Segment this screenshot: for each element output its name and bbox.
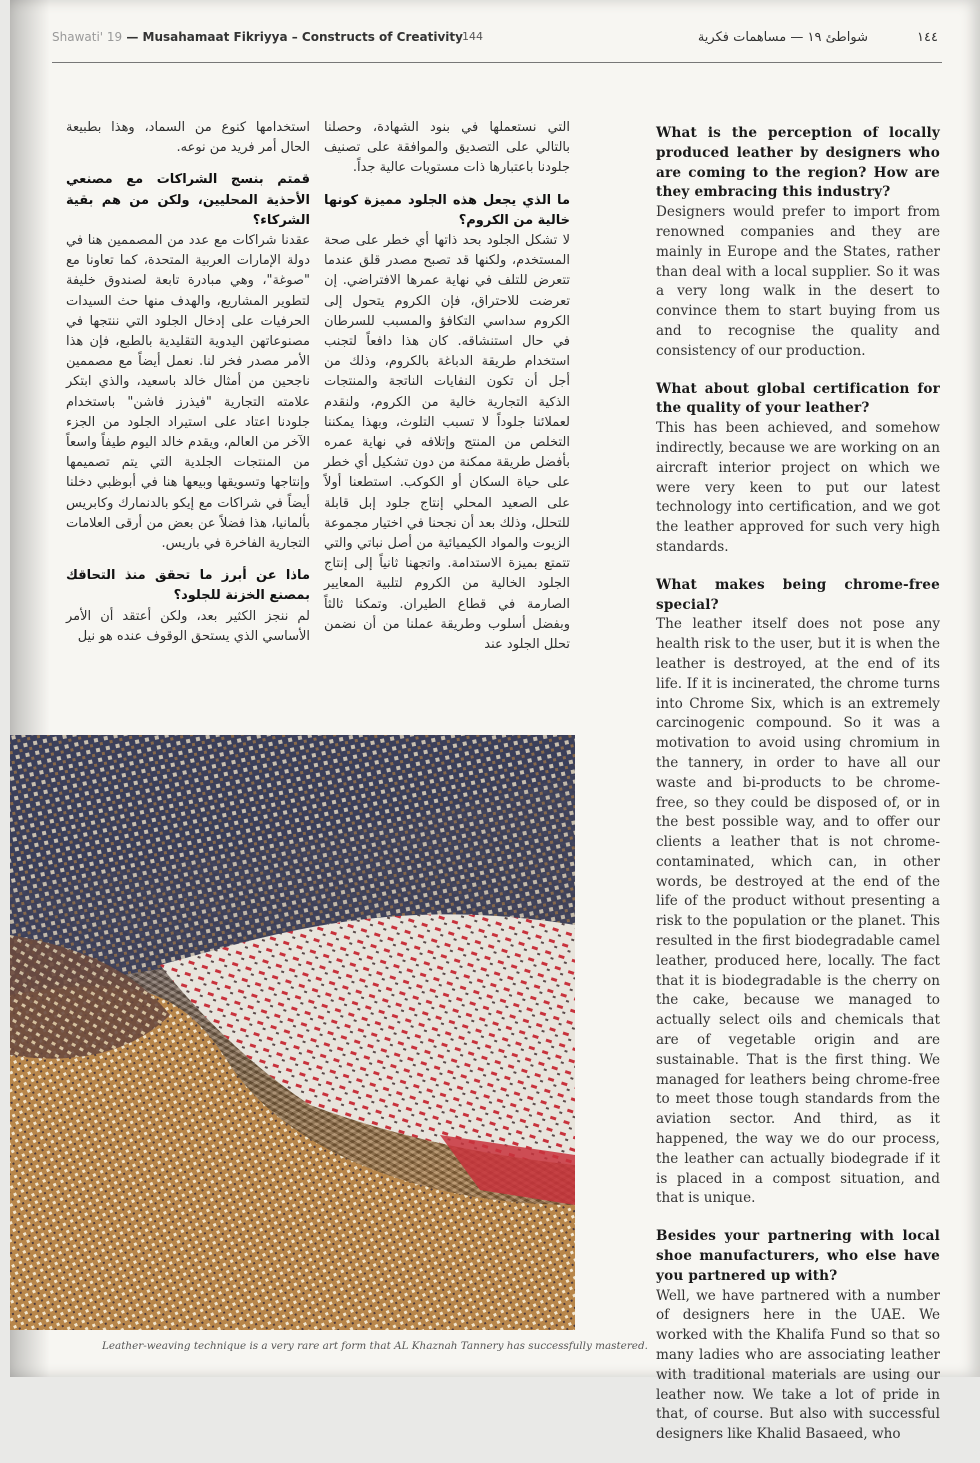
arabic-column-left — [66, 118, 310, 659]
interview-answer: The leather itself does not pose any health risk to the user, but it is when the leather is destroyed, at the end of its life. If it is incinerated, the chrome turns into Chrome Six, which is an extremely carcinogenic compound. So it was a motivation to avoid using chromium in the tannery, in order to have all our waste and bi-products to be chrome-free, so they could be disposed of, or in the best possible way, and to offer our clients a leather that is not chrome-contaminated, which can, in other words, be destroyed at the end of the life of the product without presenting a risk to the population or the planet. This resulted in the first biodegradable camel leather, produced here, locally. The fact that it is biodegradable is the cherry on the cake, because we managed to actually select oils and chemicals that are of vegetable origin and are sustainable. That is the first thing. We managed for leathers being chrome-free to meet those tough standards from the aviation sector. And third, as it happened, the way we do our process, the leather can actually biodegrade if it is placed in a compost situation, and that is unique. — [656, 616, 940, 1207]
magazine-page — [10, 0, 980, 1443]
page-number: 144 — [462, 30, 483, 43]
arabic-question: ما الذي يجعل هذه الجلود مميزة كونها خالية من الكروم؟ — [324, 192, 570, 228]
interview-qa — [656, 124, 940, 362]
photo-caption: Leather-weaving technique is a very rare art form that AL Khaznah Tannery has successfully mastered. — [102, 1340, 648, 1352]
interview-qa — [656, 576, 940, 1210]
interview-question: What about global certification for the quality of your leather? — [656, 380, 940, 417]
interview-question: Besides your partnering with local shoe manufacturers, who else have you partnered up with? — [656, 1228, 940, 1284]
arabic-paragraph: التي نستعملها في بنود الشهادة، وحصلنا بالتالي على التصديق والموافقة على تصنيف جلودنا باعتبارها ذات مستويات عالية جداً. — [324, 120, 570, 176]
arabic-question: ماذا عن أبرز ما تحقق منذ التحاقك بمصنع الخزنة للجلود؟ — [66, 568, 310, 604]
arabic-page-number: ١٤٤ — [917, 30, 938, 45]
arabic-question: قمتم بنسج الشراكات مع مصنعي الأحذية المحليين، ولكن من هم بقية الشركاء؟ — [66, 172, 310, 228]
arabic-paragraph: عقدنا شراكات مع عدد من المصممين هنا في دولة الإمارات العربية المتحدة، كما تعاونا مع "صوغة"، وهي مبادرة تابعة لصندوق خليفة لتطوير المشاريع، والهدف منها حث السيدات الحرفيات على إدخال الجلود التي ننتجها في مصنوعاتهن اليدوية التقليدية بالطبع، فإن هذا الأمر مصدر فخر لنا. نعمل أيضاً مع مصممين ناجحين من أمثال خالد باسعيد، والذي ابتكر علامته التجارية "فيذرز فاشن" باستخدام جلودنا اعتاد على استيراد الجلود من الجزء الآخر من العالم، ويقدم خالد اليوم طيفاً واسعاً من المنتجات الجلدية التي يتم تصميمها وإنتاجها وتسويقها وبيعها هنا في أبوظبي دخلنا أيضاً في شراكات مع إيكو بالدنمارك وكابريس بألمانيا، هذا فضلاً عن بعض من أرقى العلامات التجارية الفاخرة في باريس. — [66, 233, 310, 552]
arabic-running-header: شواطئ ١٩ — مساهمات فكرية — [697, 30, 868, 45]
running-header — [52, 30, 463, 44]
english-column — [656, 124, 940, 1463]
section-title: — Musahamaat Fikriyya – Constructs of Creativity — [122, 30, 463, 44]
arabic-column-right — [324, 118, 570, 667]
interview-answer: Designers would prefer to import from renowned companies and they are mainly in Europe and the States, rather than deal with a local supplier. So it was a very long walk in the desert to convince them to start buying from us and to recognise the quality and consistency of our production. — [656, 204, 940, 359]
issue-label: Shawati' 19 — [52, 30, 123, 44]
interview-question: What is the perception of locally produced leather by designers who are coming to the region? How are they embracing this industry? — [656, 125, 940, 201]
interview-question: What makes being chrome-free special? — [656, 576, 940, 613]
woven-leather-illustration — [10, 735, 575, 1330]
interview-answer: This has been achieved, and somehow indirectly, because we are working on an aircraft interior project on which we were very keen to put our latest technology into certification, and we got the leather approved for such very high standards. — [656, 420, 940, 555]
woven-leather-photo — [10, 735, 575, 1330]
interview-qa — [656, 380, 940, 558]
arabic-paragraph: لا تشكل الجلود بحد ذاتها أي خطر على صحة المستخدم، ولكنها قد تصبح مصدر قلق عندما تتعرض للتلف في نهاية عمرها الافتراضي. إن تعرضت للاحتراق، فإن الكروم يتحول إلى الكروم سداسي التكافؤ والمسبب للسرطان في حال استنشاقه. كان هذا دافعاً لتجنب استخدام طريقة الدباغة بالكروم، وذلك من أجل أن تكون النفايات الناتجة والمنتجات الذكية التجارية خالية من الكروم، ولنقدم لعملائنا جلوداً لا تسبب التلوث، وبهذا يمكننا التخلص من المنتج وإتلافه في نهاية عمره بأفضل طريقة ممكنة من دون تشكيل أي خطر على حياة السكان أو الكوكب. استطعنا أولاً على الصعيد المحلي إنتاج جلود إبل قابلة للتحلل، وذلك بعد أن نجحنا في اختيار مجموعة الزيوت والمواد الكيميائية من أصل نباتي والتي تتمتع بميزة الاستدامة. واتجهنا ثانياً إلى إنتاج الجلود الخالية من الكروم لتلبية المعايير الصارمة في قطاع الطيران. وتمكنا ثالثاً وبفضل أسلوب وطريقة عملنا من أن نضمن تحلل الجلود عند — [324, 233, 570, 653]
interview-qa — [656, 1227, 940, 1445]
header-rule — [52, 62, 942, 63]
interview-answer: Well, we have partnered with a number of designers here in the UAE. We worked with the Khalifa Fund so that so many ladies who are associating leather with traditional materials are using our leather now. We take a lot of pride in that, of course. But also with successful designers like Khalid Basaeed, who — [656, 1287, 940, 1443]
arabic-paragraph: لم ننجز الكثير بعد، ولكن أعتقد أن الأمر الأساسي الذي يستحق الوقوف عنده هو نيل — [66, 608, 310, 644]
arabic-paragraph: استخدامها كنوع من السماد، وهذا بطبيعة الحال أمر فريد من نوعه. — [66, 120, 310, 156]
